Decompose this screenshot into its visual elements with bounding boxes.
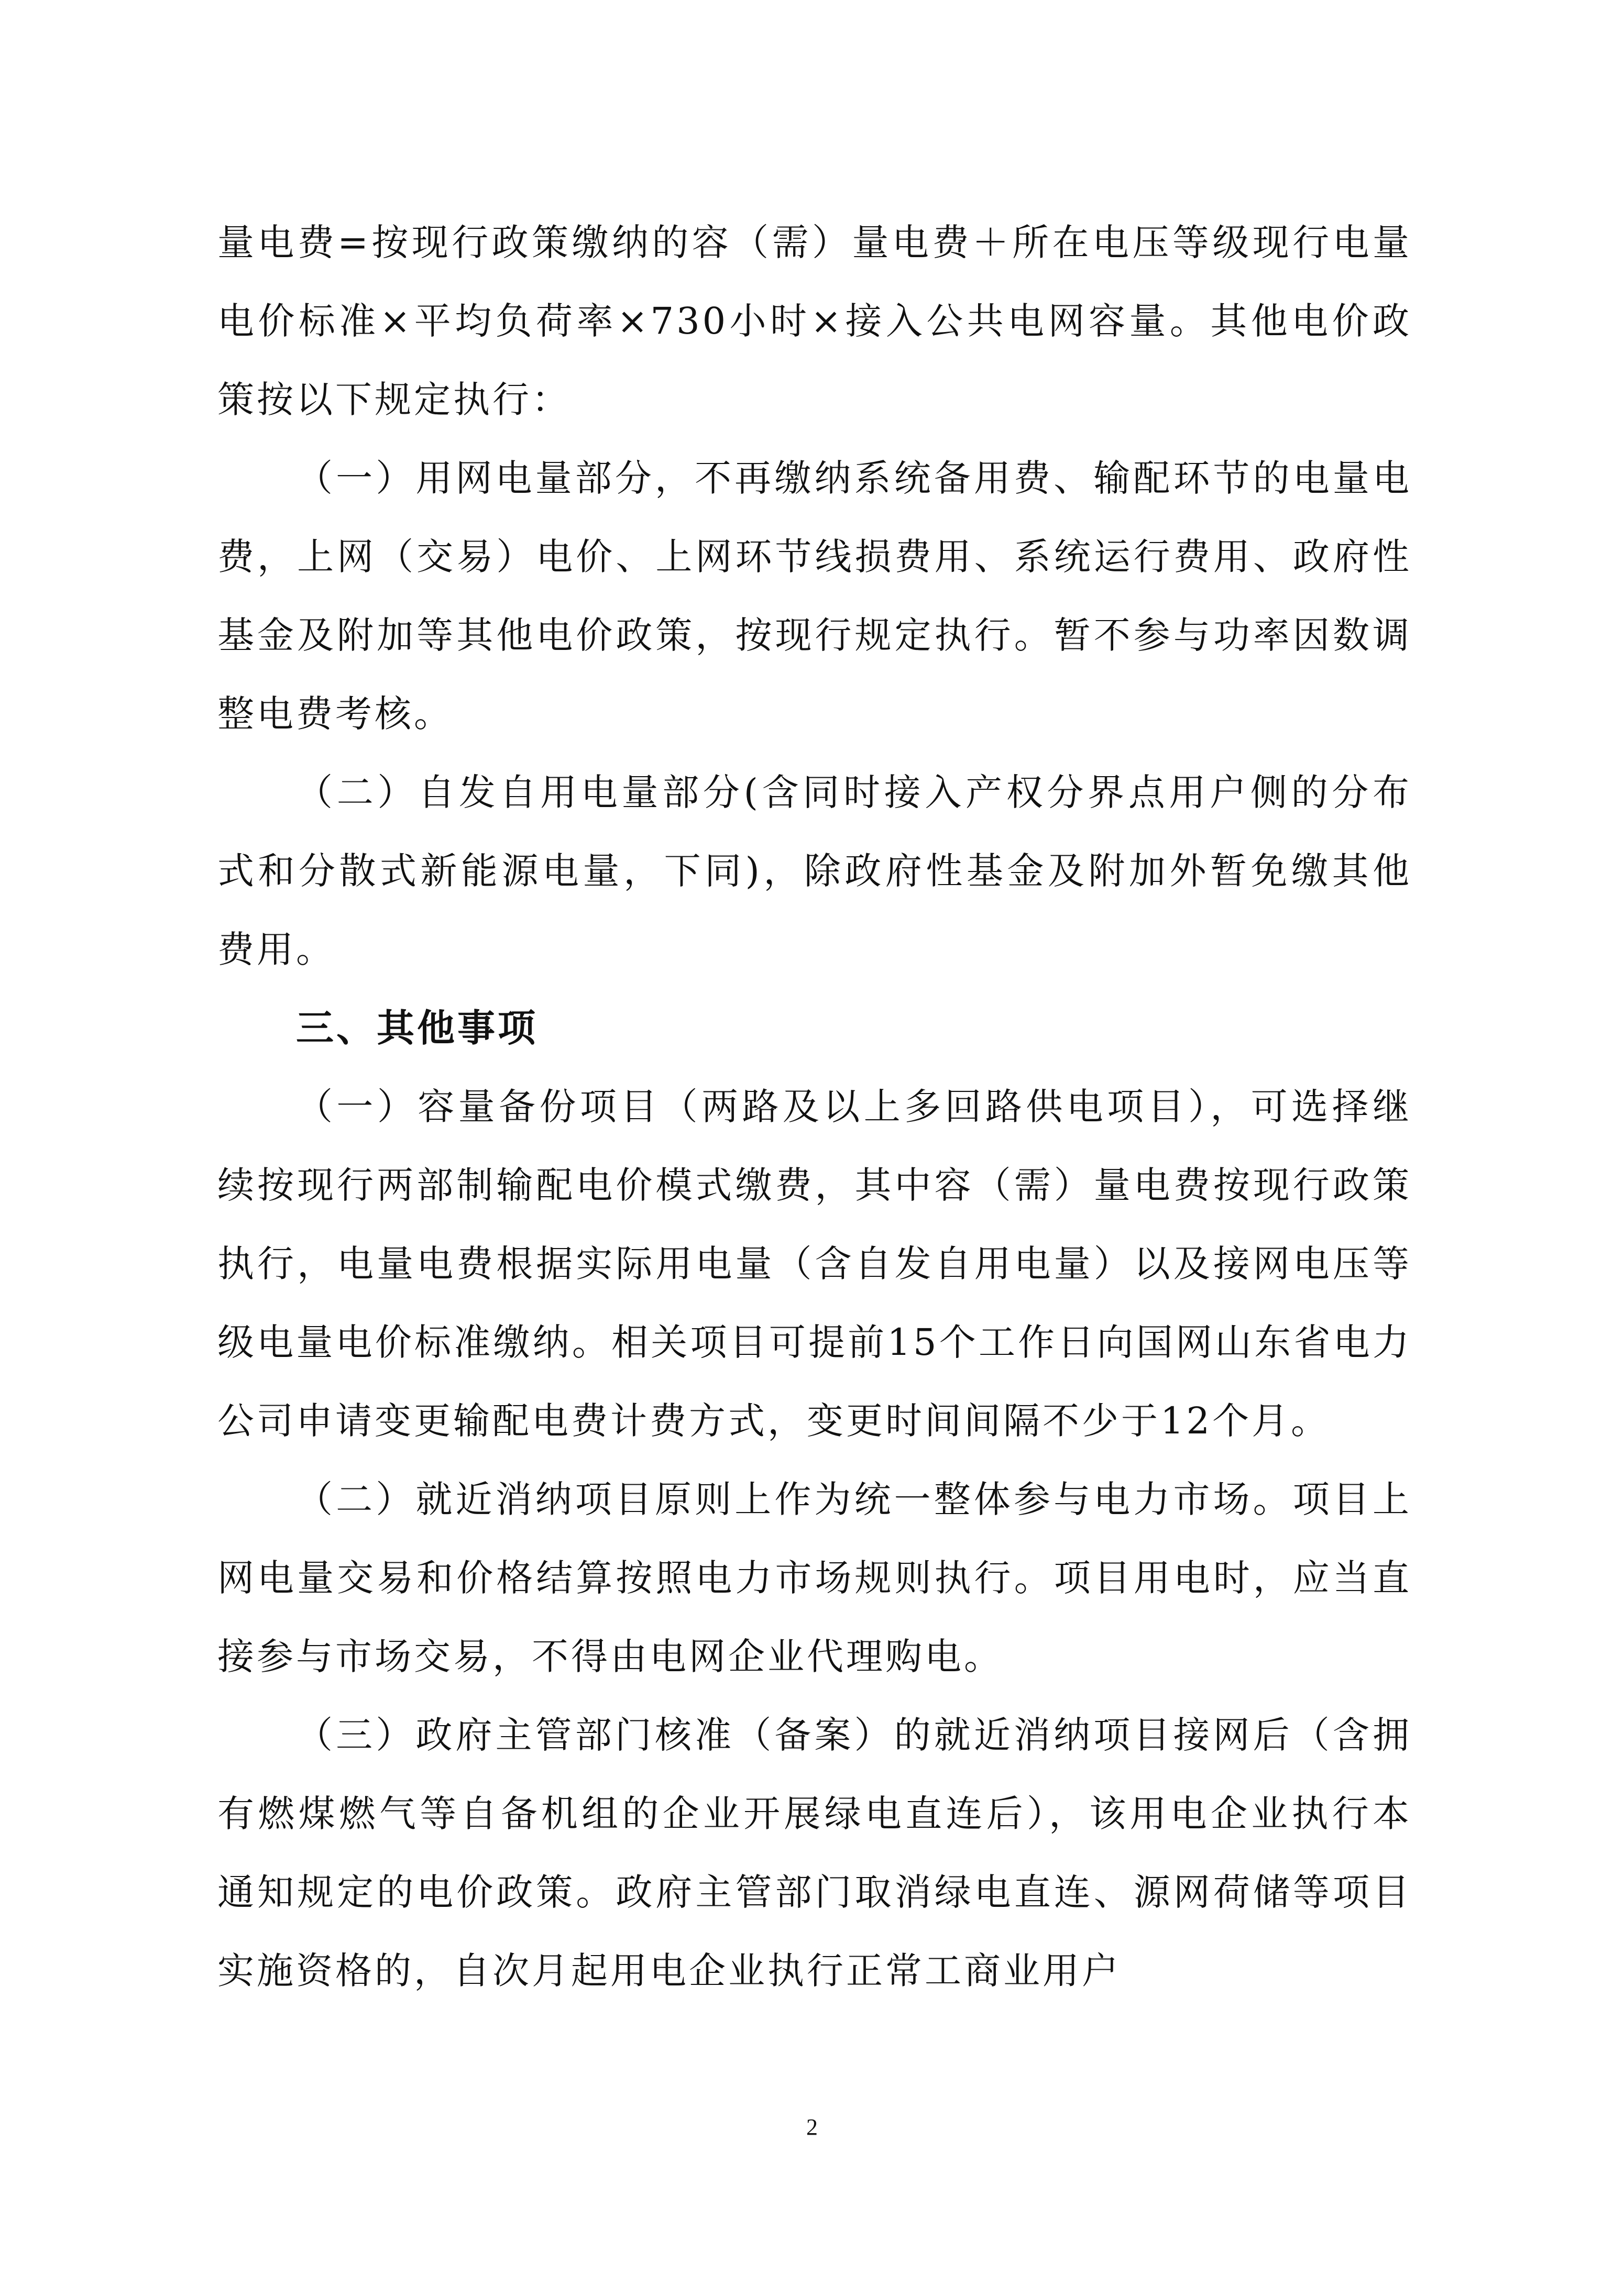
page-number: 2 xyxy=(806,2114,818,2140)
document-body xyxy=(217,203,1412,2010)
paragraph-grid-usage: （一）用网电量部分，不再缴纳系统备用费、输配环节的电量电费，上网（交易）电价、上网环节线损费用、系统运行费用、政府性基金及附加等其他电价政策，按现行规定执行。暂不参与功率因数调整电费考核。 xyxy=(217,457,1412,735)
paragraph-self-consumption: （二）自发自用电量部分(含同时接入产权分界点用户侧的分布式和分散式新能源电量，下同)，除政府性基金及附加外暂免缴其他费用。 xyxy=(217,771,1412,971)
paragraph-market-participation: （二）就近消纳项目原则上作为统一整体参与电力市场。项目上网电量交易和价格结算按照电力市场规则执行。项目用电时，应当直接参与市场交易，不得由电网企业代理购电。 xyxy=(217,1478,1412,1678)
paragraph-approved-projects: （三）政府主管部门核准（备案）的就近消纳项目接网后（含拥有燃煤燃气等自备机组的企业开展绿电直连后），该用电企业执行本通知规定的电价政策。政府主管部门取消绿电直连、源网荷储等项目实施资格的，自次月起用电企业执行正常工商业用户 xyxy=(217,1714,1412,1992)
paragraph-capacity-backup: （一）容量备份项目（两路及以上多回路供电项目），可选择继续按现行两部制输配电价模式缴费，其中容（需）量电费按现行政策执行，电量电费根据实际用电量（含自发自用电量）以及接网电压等级电量电价标准缴纳。相关项目可提前15个工作日向国网山东省电力公司申请变更输配电费计费方式，变更时间间隔不少于12个月。 xyxy=(217,1085,1412,1442)
paragraph-continuation: 量电费=按现行政策缴纳的容（需）量电费＋所在电压等级现行电量电价标准×平均负荷率×730小时×接入公共电网容量。其他电价政策按以下规定执行： xyxy=(217,221,1412,421)
section-heading-other-matters: 三、其他事项 xyxy=(296,1006,539,1050)
